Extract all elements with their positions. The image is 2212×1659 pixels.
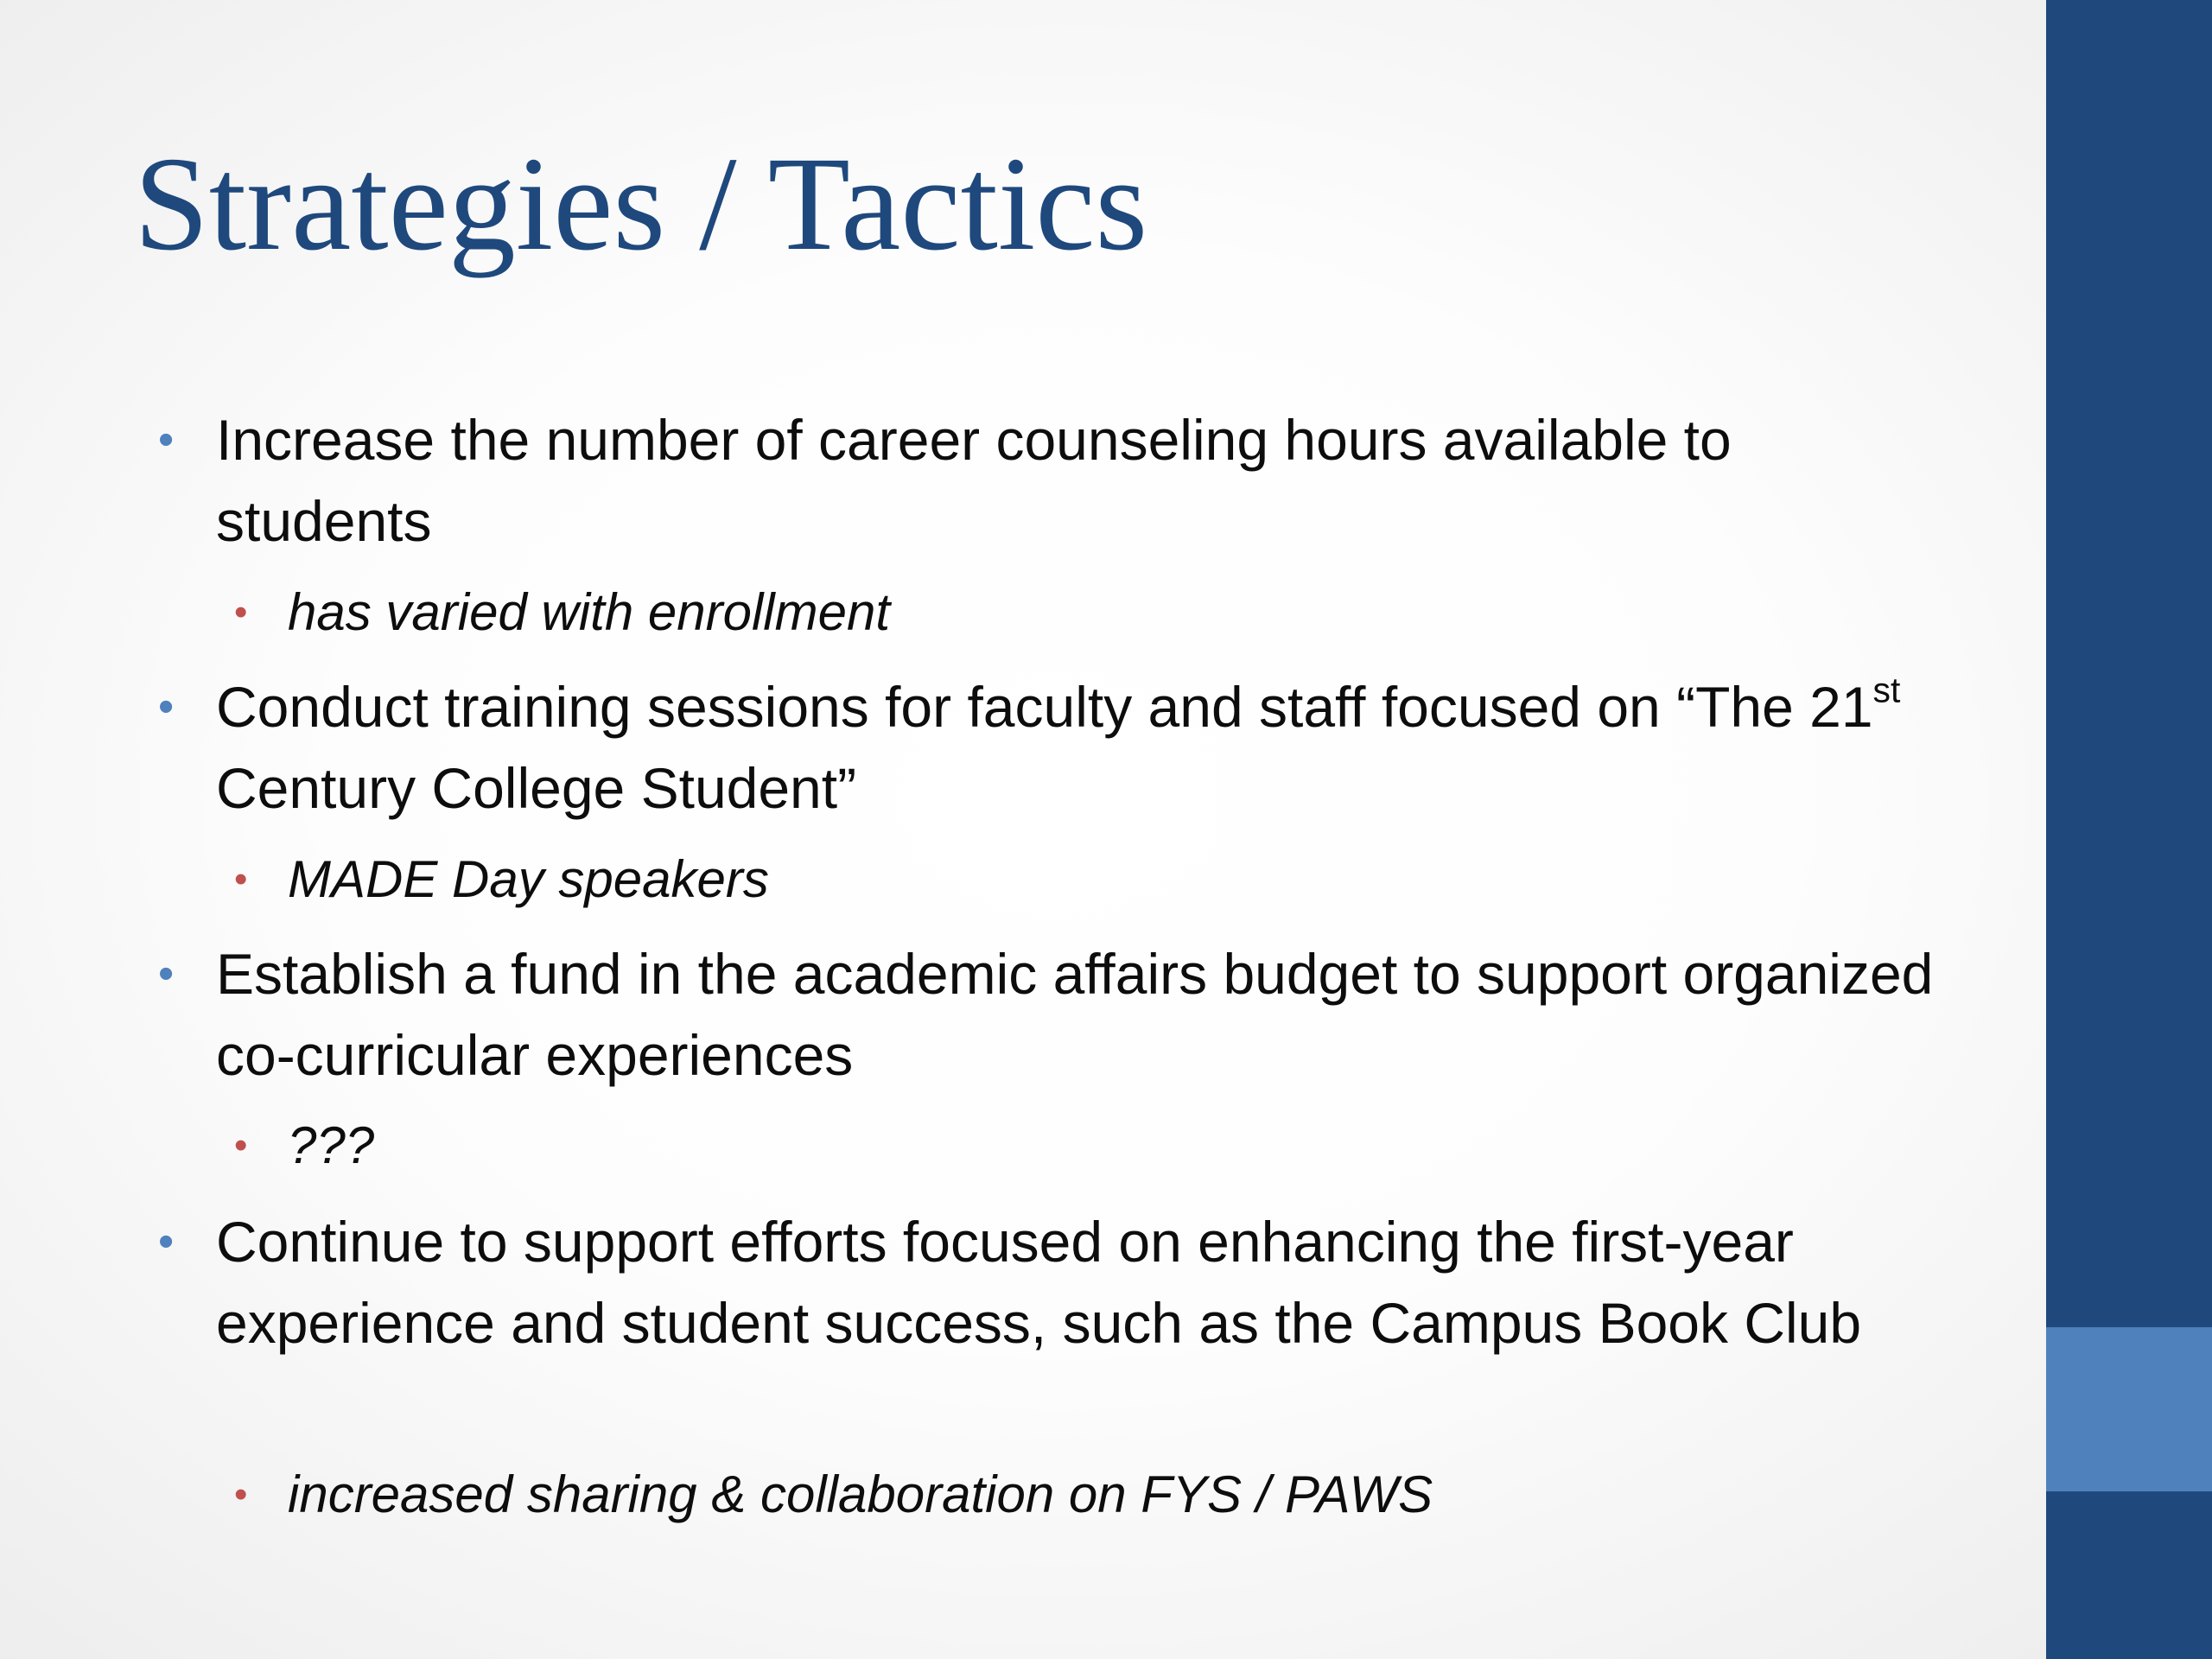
sub-bullet-text: ??? (288, 1116, 375, 1174)
sub-bullet-dot-icon: • (234, 1473, 248, 1516)
sub-bullet-item (234, 1458, 1929, 1532)
bullet-text: Increase the number of career counseling hours available to students (216, 408, 1732, 553)
sub-bullet-item (234, 1109, 1929, 1183)
bullet-text: Continue to support efforts focused on enhancing the first-year experience and student success, such as the Campus Book Club (216, 1210, 1862, 1355)
bullet-item (158, 666, 1944, 829)
sub-bullet-item (234, 575, 1929, 650)
bullet-text-part: Century College Student” (216, 756, 857, 820)
sub-bullet-dot-icon: • (234, 858, 248, 900)
bullet-dot-icon: • (158, 1217, 175, 1267)
bullet-dot-icon: • (158, 682, 175, 732)
bullet-text-part: Conduct training sessions for faculty and staff focused on “The 21 (216, 675, 1873, 739)
bullet-dot-icon: • (158, 949, 175, 999)
sub-bullet-dot-icon: • (234, 591, 248, 633)
bullet-item (158, 1201, 1944, 1363)
bullet-item (158, 399, 1944, 562)
superscript: st (1872, 670, 1901, 710)
sub-bullet-dot-icon: • (234, 1124, 248, 1166)
slide-title: Strategies / Tactics (134, 129, 1148, 278)
bullet-dot-icon: • (158, 415, 175, 465)
bullet-text: Establish a fund in the academic affairs budget to support organized co-curricular experiences (216, 942, 1934, 1087)
sub-bullet-text: MADE Day speakers (288, 850, 769, 908)
side-band-accent (2046, 1327, 2212, 1491)
sub-bullet-text: increased sharing & collaboration on FYS / PAWS (288, 1465, 1433, 1523)
bullet-item (158, 933, 1944, 1096)
sub-bullet-text: has varied with enrollment (288, 583, 891, 641)
bullet-text (216, 670, 1901, 820)
sub-bullet-item (234, 842, 1929, 917)
